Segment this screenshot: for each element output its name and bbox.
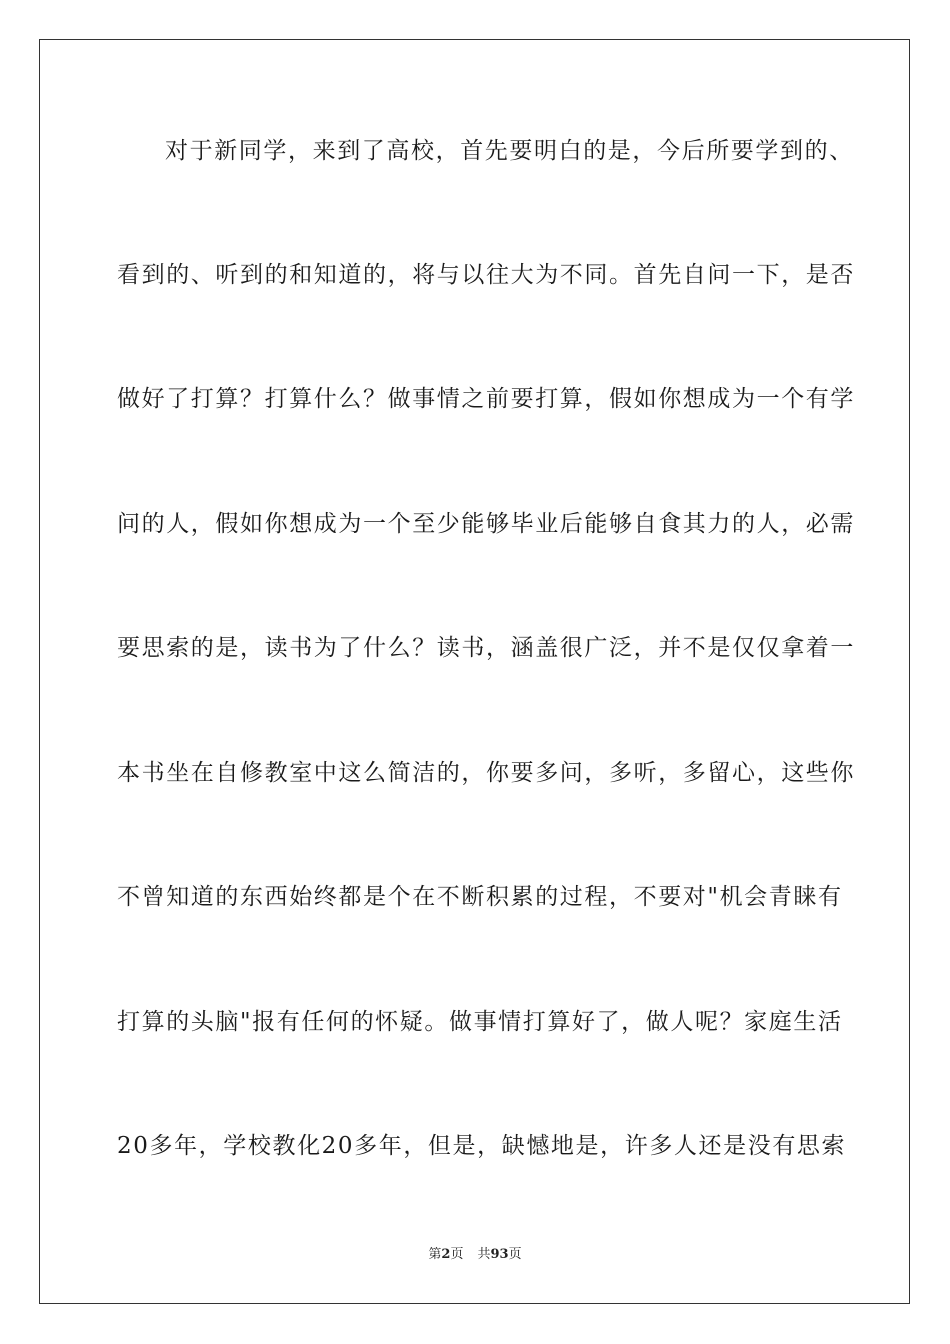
page-border	[39, 39, 910, 1304]
page-suffix: 页	[450, 1247, 464, 1262]
paragraph-line-9: 20多年，学校教化20多年，但是，缺憾地是，许多人还是没有思索	[117, 1133, 847, 1159]
total-prefix: 共	[477, 1247, 491, 1262]
page-prefix: 第	[428, 1247, 442, 1262]
paragraph-line-1: 对于新同学，来到了高校，首先要明白的是，今后所要学到的、	[165, 138, 854, 164]
paragraph-line-5: 要思索的是，读书为了什么？读书，涵盖很广泛，并不是仅仅拿着一	[117, 635, 855, 661]
page-current-number: 2	[441, 1247, 451, 1262]
paragraph-line-2: 看到的、听到的和知道的，将与以往大为不同。首先自问一下，是否	[117, 262, 855, 288]
paragraph-line-4: 问的人，假如你想成为一个至少能够毕业后能够自食其力的人，必需	[117, 511, 855, 537]
total-suffix: 页	[508, 1247, 522, 1262]
paragraph-line-7: 不曾知道的东西始终都是个在不断积累的过程，不要对"机会青睐有	[117, 884, 843, 910]
page-footer	[0, 1246, 950, 1264]
page-total-number: 93	[490, 1247, 509, 1262]
paragraph-line-8: 打算的头脑"报有任何的怀疑。做事情打算好了，做人呢？家庭生活	[117, 1009, 843, 1035]
paragraph-line-6: 本书坐在自修教室中这么简洁的，你要多问，多听，多留心，这些你	[117, 760, 855, 786]
paragraph-line-3: 做好了打算？打算什么？做事情之前要打算，假如你想成为一个有学	[117, 386, 855, 412]
